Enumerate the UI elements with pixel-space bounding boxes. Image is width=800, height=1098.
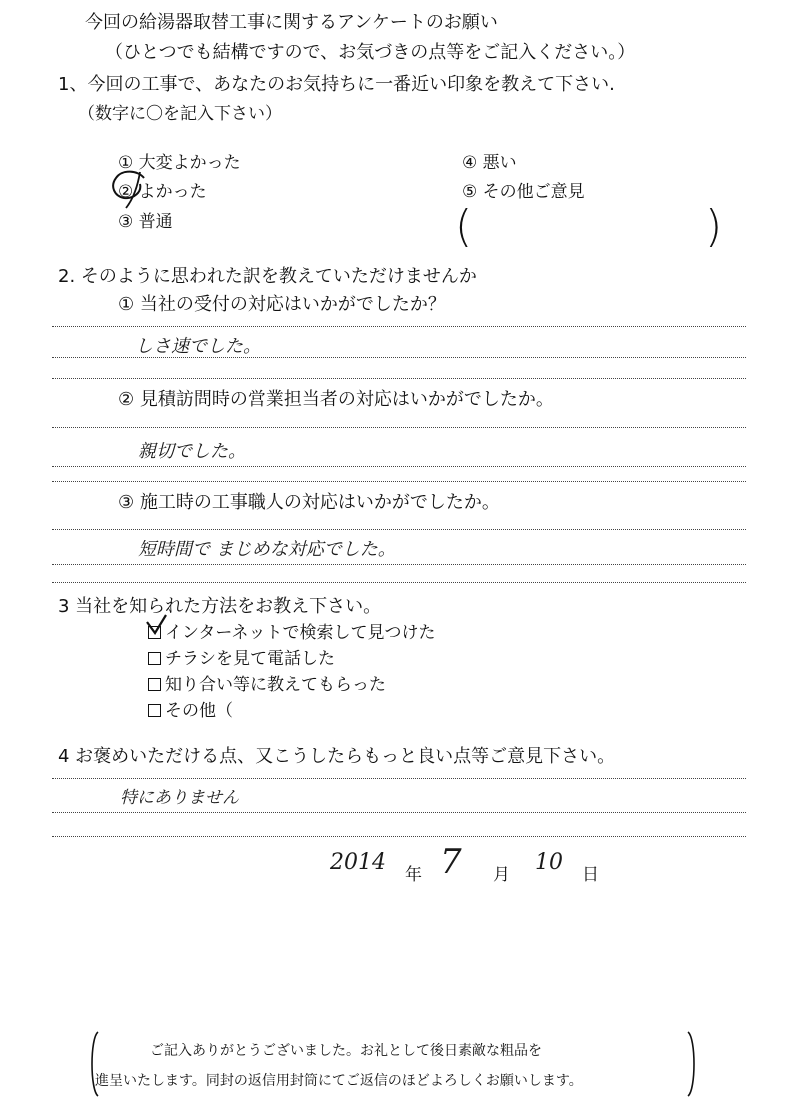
q1-question: 1、今回の工事で、あなたのお気持ちに一番近い印象を教えて下さい.: [58, 74, 615, 95]
opinion-close-paren: ): [705, 201, 723, 252]
q3-option-label: その他（: [165, 701, 233, 721]
q2-answer2[interactable]: 親切でした。: [138, 441, 246, 462]
q3-option-other[interactable]: [148, 696, 233, 721]
date-day[interactable]: 10: [535, 850, 563, 875]
q2-sub3: ③ 施工時の工事職人の対応はいかがでしたか。: [118, 492, 500, 513]
divider-line: [52, 812, 746, 813]
q1-option-2[interactable]: ② よかった: [118, 182, 207, 202]
date-month[interactable]: 7: [440, 842, 462, 882]
divider-line: [52, 378, 746, 379]
q1-option-4[interactable]: ④ 悪い: [462, 153, 517, 173]
checkbox[interactable]: [148, 704, 161, 717]
divider-line: [52, 466, 746, 467]
divider-line: [52, 778, 746, 779]
q3-option-label: 知り合い等に教えてもらった: [165, 675, 386, 695]
date-month-label: 月: [493, 865, 510, 885]
q4-question: 4 お褒めいただける点、又こうしたらもっと良い点等ご意見下さい。: [58, 746, 616, 767]
date-day-label: 日: [582, 865, 599, 885]
q3-option-flyer[interactable]: [148, 644, 335, 669]
q4-answer[interactable]: 特にありません: [120, 788, 239, 808]
date-year[interactable]: 2014: [330, 850, 386, 875]
divider-line: [52, 582, 746, 583]
q2-answer3[interactable]: 短時間で まじめな対応でした。: [138, 539, 396, 560]
q2-sub1: ① 当社の受付の対応はいかがでしたか？: [118, 294, 446, 315]
divider-line: [52, 427, 746, 428]
divider-line: [52, 481, 746, 482]
q3-option-internet[interactable]: [148, 618, 435, 643]
checkbox[interactable]: [148, 678, 161, 691]
q2-question: 2. そのように思われた訳を教えていただけませんか: [58, 266, 477, 287]
q1-option-3[interactable]: ③ 普通: [118, 212, 173, 232]
q3-option-label: インターネットで検索して見つけた: [165, 623, 436, 643]
opinion-open-paren: (: [455, 201, 473, 252]
divider-line: [52, 564, 746, 565]
date-year-label: 年: [405, 865, 422, 885]
survey-subtitle: （ひとつでも結構ですので、お気づきの点等をご記入ください。）: [105, 42, 636, 63]
footer-thanks-line1: ご記入ありがとうございました。お礼として後日素敵な粗品を: [150, 1043, 542, 1059]
footer-bracket-right: [686, 1030, 700, 1098]
q1-option-1[interactable]: ① 大変よかった: [118, 153, 241, 173]
q1-option-5[interactable]: ⑤ その他ご意見: [462, 182, 585, 202]
divider-line: [52, 326, 746, 327]
checkbox[interactable]: [148, 652, 161, 665]
q3-question: 3 当社を知られた方法をお教え下さい。: [58, 596, 382, 617]
selection-circle-mark: [104, 164, 154, 214]
q3-option-acquaintance[interactable]: [148, 670, 386, 695]
divider-line: [52, 357, 746, 358]
divider-line: [52, 836, 746, 837]
check-mark-icon: [144, 612, 170, 638]
q3-option-label: チラシを見て電話した: [165, 649, 335, 669]
q2-sub2: ② 見積訪問時の営業担当者の対応はいかがでしたか。: [118, 389, 554, 410]
q1-instruction: （数字に〇を記入下さい）: [78, 104, 282, 124]
divider-line: [52, 529, 746, 530]
footer-thanks-line2: 進呈いたします。同封の返信用封筒にてご返信のほどよろしくお願いします。: [95, 1073, 583, 1089]
survey-title: 今回の給湯器取替工事に関するアンケートのお願い: [85, 12, 498, 33]
q2-answer1[interactable]: しさ速でした。: [135, 336, 261, 357]
